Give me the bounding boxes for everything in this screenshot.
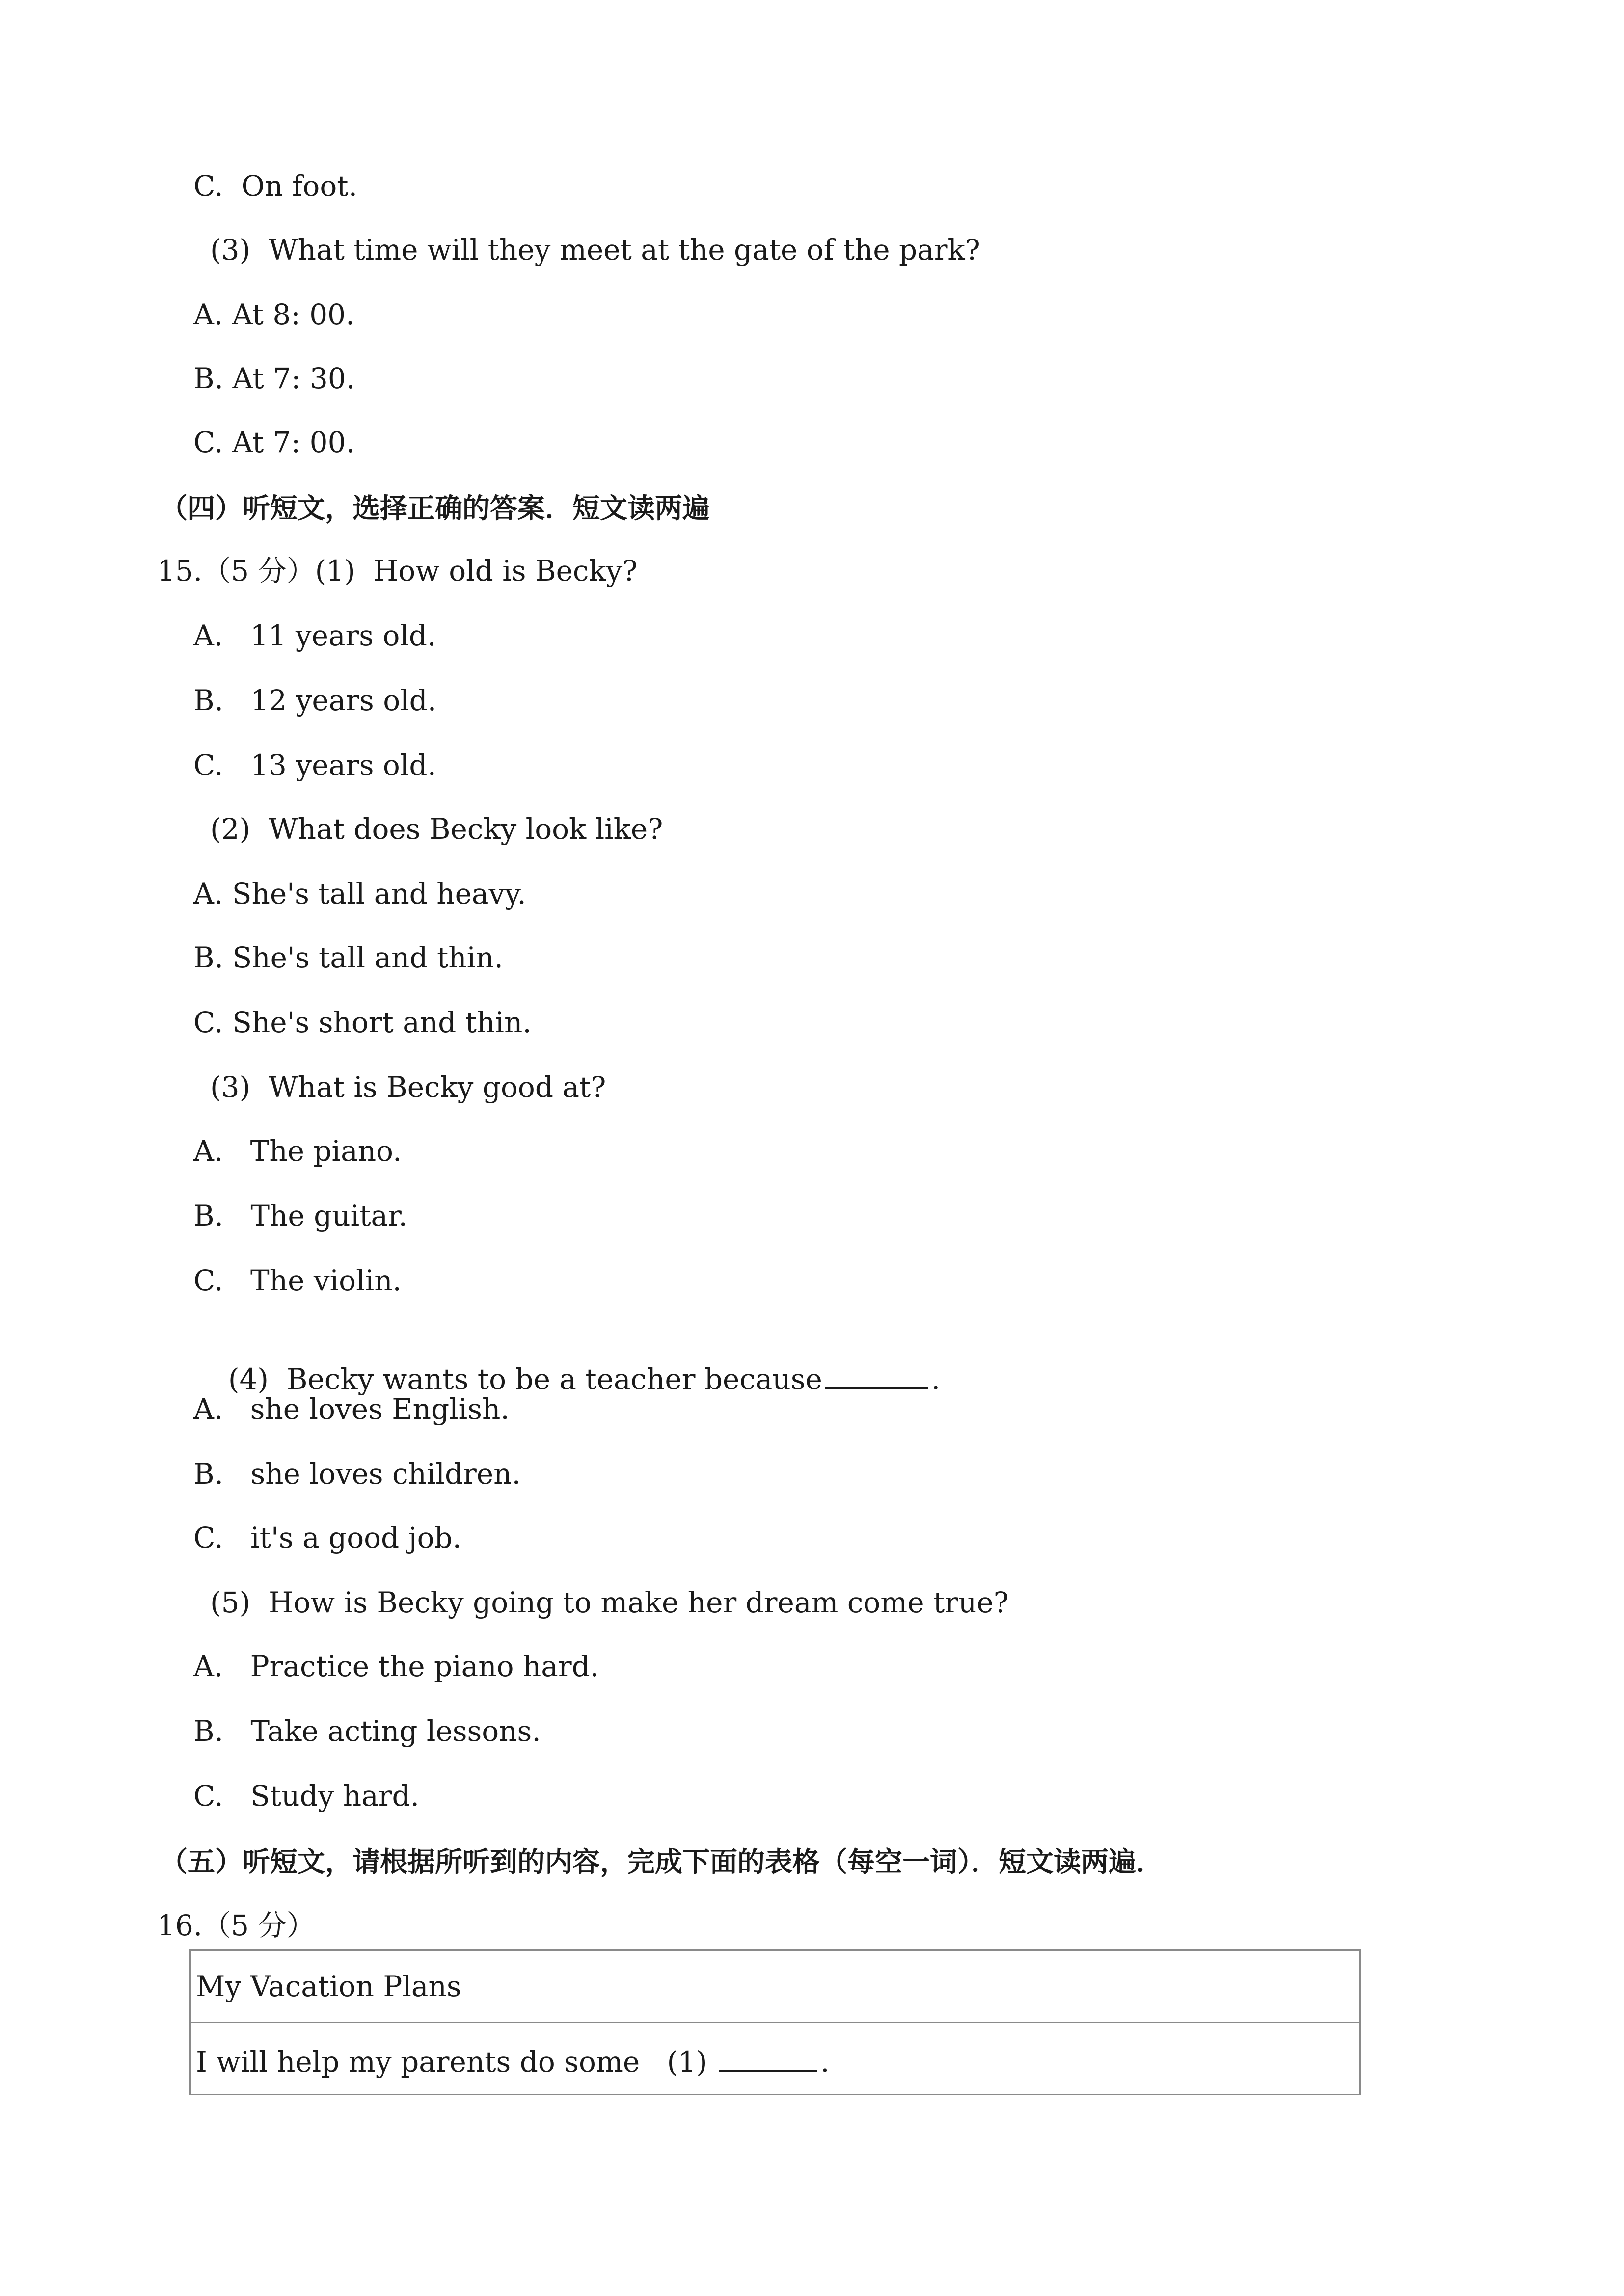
table-row: [190, 1950, 1360, 2023]
section4-title: （四）听短文，选择正确的答案．短文读两遍: [160, 492, 710, 525]
q14-sub3-option-a: A. At 8: 00.: [193, 298, 355, 331]
q15-sub4-option-b: B. she loves children.: [193, 1457, 521, 1491]
q15-sub2-option-b: B. She's tall and thin.: [193, 941, 503, 974]
q15-sub1-option-c: C. 13 years old.: [193, 748, 436, 782]
q15-sub5-question: (5) How is Becky going to make her dream come true?: [210, 1586, 1009, 1619]
q15-sub3-question: (3) What is Becky good at?: [210, 1070, 606, 1104]
q15-sub5-option-a: A. Practice the piano hard.: [193, 1650, 599, 1683]
q15-sub1-option-a: A. 11 years old.: [193, 619, 436, 652]
q15-sub1-option-b: B. 12 years old.: [193, 684, 437, 717]
q15-sub4-period: .: [931, 1362, 941, 1396]
q15-sub2-option-c: C. She's short and thin.: [193, 1006, 532, 1039]
q15-sub4-option-a: A. she loves English.: [193, 1392, 510, 1426]
q15-sub4-question: [210, 1330, 941, 1396]
q14-sub3-question: (3) What time will they meet at the gate of the park?: [210, 233, 980, 267]
q15-sub5-option-c: C. Study hard.: [193, 1779, 420, 1813]
answer-blank: [719, 2041, 817, 2072]
vacation-plans-table: [189, 1949, 1361, 2095]
table-cell-period: .: [820, 2045, 830, 2079]
q15-header: 15.（5 分）(1) How old is Becky?: [157, 554, 638, 587]
q14-sub3-option-b: B. At 7: 30.: [193, 362, 355, 395]
q15-sub4-text: (4) Becky wants to be a teacher because: [228, 1362, 822, 1396]
answer-blank: [825, 1359, 928, 1389]
table-row: [190, 2023, 1360, 2095]
q14-option-c: C. On foot.: [193, 169, 358, 203]
q15-sub2-option-a: A. She's tall and heavy.: [193, 877, 526, 910]
q15-sub4-option-c: C. it's a good job.: [193, 1521, 462, 1554]
q14-sub3-option-c: C. At 7: 00.: [193, 426, 355, 459]
q15-sub3-option-a: A. The piano.: [193, 1134, 402, 1168]
q15-sub5-option-b: B. Take acting lessons.: [193, 1714, 541, 1748]
section5-title: （五）听短文，请根据所听到的内容，完成下面的表格（每空一词）．短文读两遍．: [160, 1846, 1164, 1878]
table-cell-text: I will help my parents do some (1): [196, 2045, 717, 2079]
q16-header: 16.（5 分）: [157, 1909, 315, 1942]
table-header-cell: My Vacation Plans: [190, 1950, 1360, 2023]
q15-sub3-option-c: C. The violin.: [193, 1264, 402, 1297]
q15-sub3-option-b: B. The guitar.: [193, 1199, 407, 1232]
table-cell: [190, 2023, 1360, 2095]
q15-sub2-question: (2) What does Becky look like?: [210, 812, 663, 846]
